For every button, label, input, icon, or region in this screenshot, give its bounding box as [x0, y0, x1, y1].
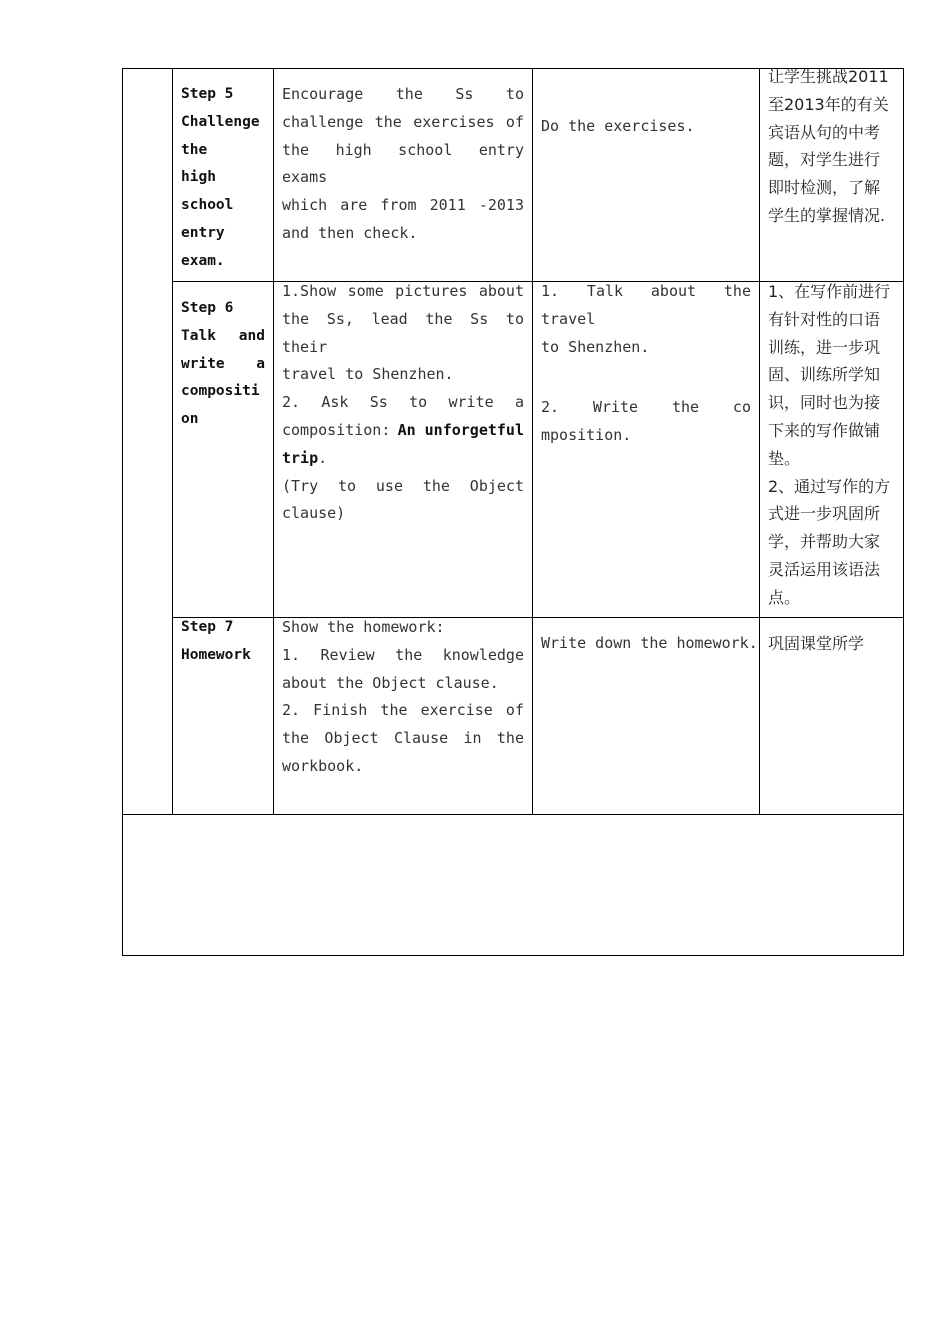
step-line: entry [181, 224, 225, 241]
text-line: travel to Shenzhen. [282, 365, 454, 384]
composition-title-end: trip [282, 448, 319, 467]
text-line: 点。 [768, 587, 801, 607]
step-5-purpose [768, 63, 898, 230]
text-line: workbook. [282, 756, 364, 775]
col-divider-1 [172, 68, 173, 815]
reflection-cell [123, 815, 903, 955]
step-line: Step 7 [181, 619, 234, 635]
step-line: compositi [181, 383, 260, 400]
step-line: school [181, 197, 234, 214]
text-line: 巩固课堂所学 [768, 634, 865, 653]
step-5-student-activity [541, 113, 751, 141]
text-line: the Ss, lead the Ss to their [282, 309, 524, 356]
step-6-label [181, 295, 265, 434]
step-7-teacher-activity [282, 614, 524, 781]
text-line: 宾语从句的中考 [768, 122, 881, 142]
step-7-purpose [768, 630, 898, 658]
step-5-label [181, 81, 265, 276]
step-5-teacher-activity [282, 81, 524, 248]
step-line: high [181, 169, 216, 186]
text-line: 固、训练所学知 [768, 365, 881, 385]
text-line: the high school entry exams [282, 140, 524, 187]
composition-title: An unforgetful [397, 420, 524, 439]
step-line: exam. [181, 252, 225, 269]
text-fragment: composition: [282, 420, 391, 439]
text-line: (Try to use the Object [282, 476, 524, 495]
step-6-teacher-activity [282, 278, 524, 528]
step-7-student-activity [541, 630, 758, 658]
text-line: about the Object clause. [282, 673, 499, 692]
text-line: 即时检测，了解 [768, 178, 881, 198]
text-line: and then check. [282, 223, 418, 242]
text-line: 1. Review the knowledge [282, 645, 524, 664]
text-line: Encourage the Ss to [282, 85, 524, 103]
text-line: clause) [282, 504, 346, 523]
text-line: 2. Ask Ss to write a [282, 393, 524, 412]
step-line: on [181, 411, 199, 428]
text-line: 让学生挑战2011 [768, 67, 889, 86]
text-line: 垫。 [768, 448, 801, 468]
step-line: Homework [181, 646, 251, 663]
text-line: 学生的掌握情况. [768, 205, 886, 225]
text-line: mposition. [541, 426, 632, 445]
text-line: 1、在写作前进行 [768, 282, 891, 301]
text-line: challenge the exercises of [282, 112, 524, 131]
text-line: Show the homework: [282, 618, 445, 636]
text-line: 式进一步巩固所 [768, 504, 881, 524]
text-line [282, 417, 524, 445]
text-line: Write down the homework. [541, 634, 758, 652]
text-line: 有针对性的口语 [768, 309, 881, 329]
step-line: Talk and [181, 327, 265, 344]
text-line: 2、通过写作的方 [768, 476, 891, 496]
text-line: 灵活运用该语法 [768, 559, 881, 579]
table-right-border [903, 68, 904, 956]
text-line: 题，对学生进行 [768, 150, 881, 170]
step-7-label [181, 614, 265, 670]
table-bottom-border [122, 955, 904, 956]
step-line: the [181, 141, 208, 158]
text-line: 1.Show some pictures about [282, 282, 524, 300]
text-fragment: . [318, 448, 328, 467]
step-line: write a [181, 355, 265, 372]
text-line: 识，同时也为接 [768, 393, 881, 413]
step-6-student-activity [541, 278, 751, 450]
col-divider-2 [273, 68, 274, 815]
step-line: Step 6 [181, 300, 234, 316]
text-line: Do the exercises. [541, 117, 695, 135]
text-line: to Shenzhen. [541, 337, 650, 356]
step-6-purpose [768, 278, 898, 612]
text-line: 2. Write the co [541, 398, 751, 417]
text-line: 学，并帮助大家 [768, 532, 881, 552]
text-line: 下来的写作做铺 [768, 420, 881, 440]
text-line: 1. Talk about the travel [541, 282, 751, 328]
step-line: Step 5 [181, 86, 234, 102]
text-line: 2. Finish the exercise of [282, 701, 524, 720]
col-divider-4 [759, 68, 760, 815]
text-line: 训练，进一步巩 [768, 337, 881, 357]
text-line: which are from 2011 -2013 [282, 196, 524, 215]
text-line: 至2013年的有关 [768, 94, 889, 114]
col-divider-3 [532, 68, 533, 815]
step-line: Challenge [181, 113, 260, 130]
text-line [282, 445, 524, 473]
text-line: the Object Clause in the [282, 729, 524, 748]
